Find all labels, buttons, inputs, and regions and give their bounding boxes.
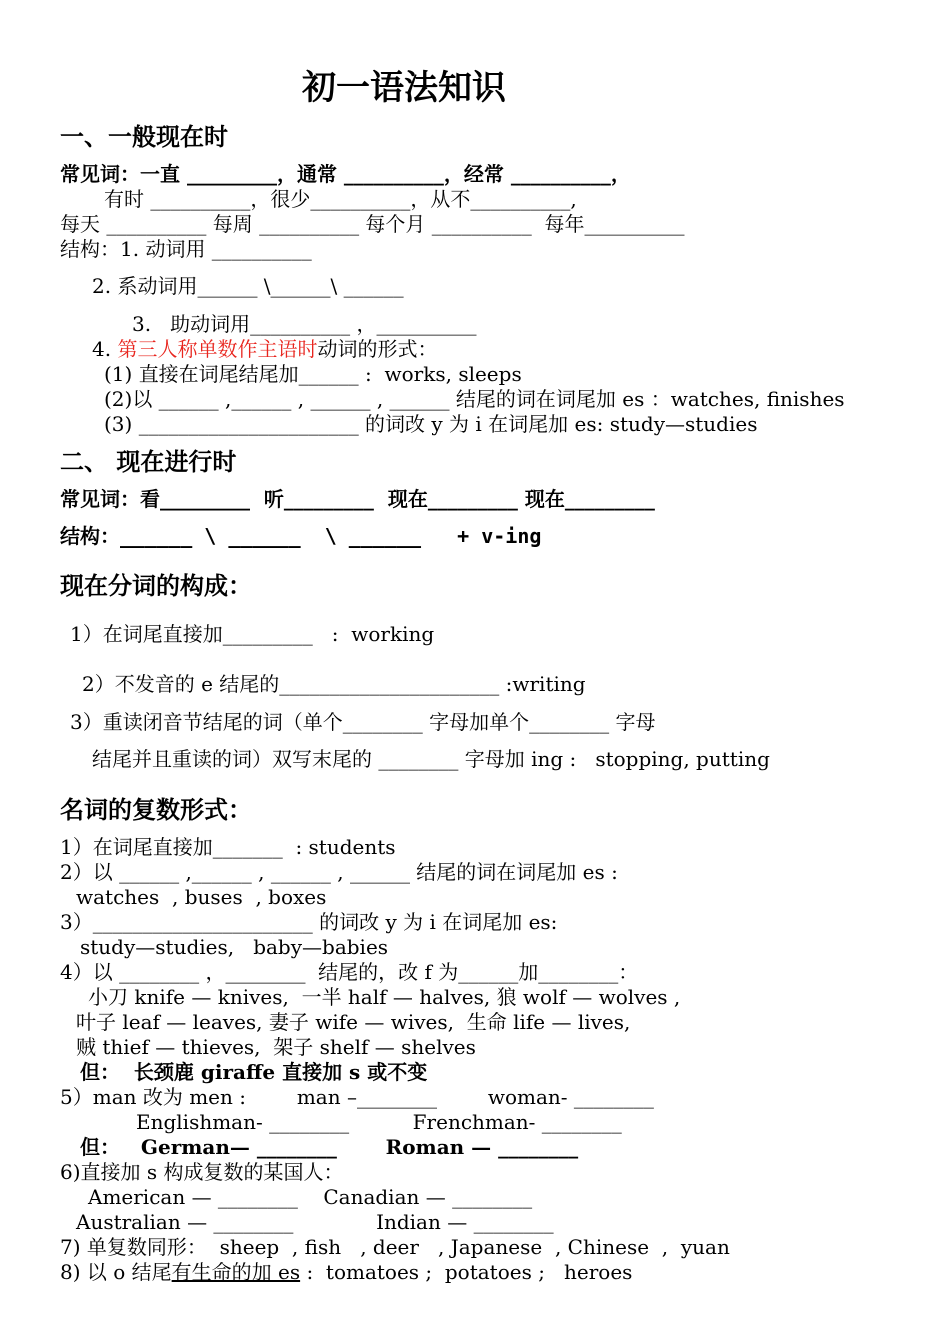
s4-line: 小刀 knife — knives, 一半 half — halves, 狼 wolf — wolves ,	[88, 985, 681, 1009]
s4-line: watches , buses , boxes	[76, 885, 327, 909]
s1-line: 3. 助动词用__________ ，__________	[132, 312, 477, 336]
s4-line: study—studies, baby—babies	[80, 935, 389, 959]
s2-line-structure: 结构：______ \ ______ \ ______ + v-ing	[60, 524, 542, 548]
s1-line: (2)以 ______ ,______ , ______ , ______ 结尾的词在词尾加 es ：watches, finishes	[104, 387, 845, 411]
page-title: 初一语法知识	[302, 68, 506, 108]
s4-l18-post: : tomatoes ; potatoes ; heroes	[300, 1260, 633, 1284]
s3-line: 3）重读闭音节结尾的词（单个________ 字母加单个________ 字母	[70, 710, 656, 734]
s1-line: 有时 __________，很少__________，从不__________,	[104, 187, 577, 211]
third-person-highlight: 第三人称单数作主语时	[117, 337, 318, 361]
s3-line: 2）不发音的 e 结尾的______________________ :writing	[82, 672, 586, 696]
s4-l18-pre: 8) 以 o 结尾	[60, 1260, 172, 1284]
s4-line: 3）______________________ 的词改 y 为 i 在词尾加 es:	[60, 910, 558, 934]
s1-line: 结构：1. 动词用 __________	[60, 237, 312, 261]
s1-line: (3) ______________________ 的词改 y 为 i 在词尾加 es: study—studies	[104, 412, 758, 436]
s4-line: 叶子 leaf — leaves, 妻子 wife — wives, 生命 life — lives,	[76, 1010, 631, 1034]
s4-line: 7) 单复数同形： sheep , fish , deer , Japanese , Chinese , yuan	[60, 1235, 730, 1259]
s1-line: 每天 __________ 每周 __________ 每个月 __________ 每年__________	[60, 212, 685, 236]
s3-line: 1）在词尾直接加_________ : working	[70, 622, 435, 646]
s1-line: 2. 系动词用______ \______\ ______	[92, 274, 404, 298]
s4-line: 4）以 ________ ，________ 结尾的，改 f 为______加________：	[60, 960, 639, 984]
s4-line: Englishman- ________ Frenchman- ________	[136, 1110, 622, 1134]
s2-line: 常见词：看_________ 听_________ 现在_________ 现在_________	[60, 487, 655, 511]
s1-l7-post: 动词的形式：	[317, 337, 438, 361]
s1-l7-pre: 4.	[92, 337, 118, 361]
s4-line: American — ________ Canadian — ________	[88, 1185, 533, 1209]
s1-line-third-person	[92, 336, 437, 362]
s4-line-exception: 但： 长颈鹿 giraffe 直接加 s 或不变	[80, 1060, 428, 1084]
s1-line: (1) 直接在词尾结尾加______ : works, sleeps	[104, 362, 522, 386]
section-heading-plural-nouns: 名词的复数形式：	[60, 795, 252, 824]
s4-line: 贼 thief — thieves, 架子 shelf — shelves	[76, 1035, 476, 1059]
s4-line: 2）以 ______ ,______ , ______ , ______ 结尾的词在词尾加 es :	[60, 860, 618, 884]
section-heading-simple-present: 一、一般现在时	[60, 122, 228, 151]
s3-line: 结尾并且重读的词）双写末尾的 ________ 字母加 ing : stopping, putting	[92, 747, 770, 771]
s4-line: 1）在词尾直接加_______ : students	[60, 835, 396, 859]
s4-line: Australian — ________ Indian — ________	[76, 1210, 554, 1234]
s4-line-o-ending	[60, 1259, 632, 1285]
underlined-rule: 有生命的加 es	[171, 1260, 301, 1284]
s4-line: 6)直接加 s 构成复数的某国人：	[60, 1160, 344, 1184]
section-heading-present-participle: 现在分词的构成：	[60, 571, 252, 600]
s4-line: 5）man 改为 men : man –________ woman- ________	[60, 1085, 654, 1109]
section-heading-present-continuous: 二、 现在进行时	[60, 447, 237, 476]
s1-line: 常见词：一直 _________，通常 __________，经常 __________，	[60, 162, 631, 186]
s4-line-exception: 但： German— ________ Roman — ________	[80, 1135, 579, 1159]
